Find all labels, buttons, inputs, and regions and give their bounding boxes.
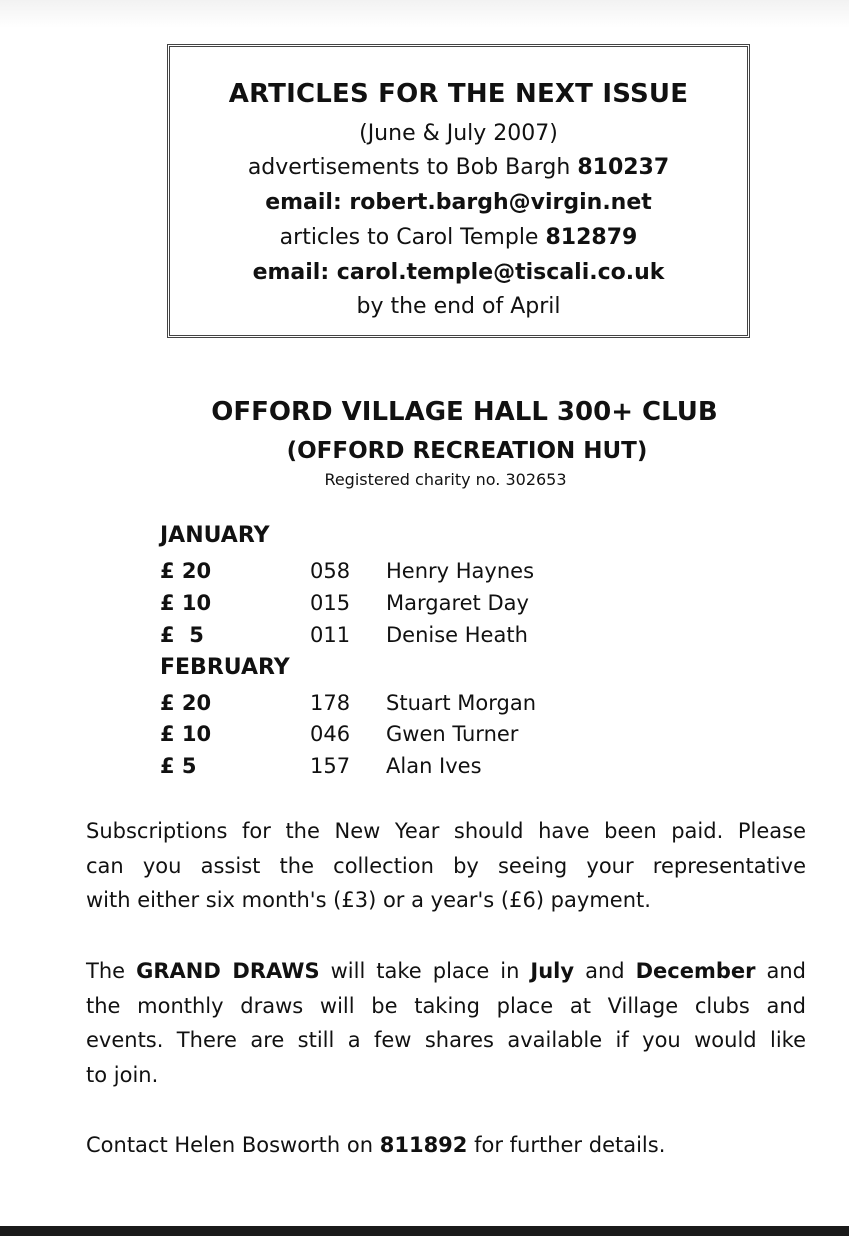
draw-row (0, 620, 849, 650)
scan-shading-top (0, 0, 849, 28)
notice-articles-line (170, 224, 747, 252)
notice-title: ARTICLES FOR THE NEXT ISSUE (228, 79, 689, 109)
draw-row (0, 556, 849, 586)
ticket-number: 015 (310, 591, 351, 615)
draw-row (0, 719, 849, 749)
winner-name: Stuart Morgan (386, 691, 537, 715)
grand-draws-paragraph (86, 954, 806, 1092)
prize-amount: £ 5 (160, 623, 204, 647)
text: for further details. (467, 1133, 666, 1157)
draw-row (0, 588, 849, 618)
ticket-number: 157 (310, 754, 351, 778)
ticket-number: 011 (310, 623, 351, 647)
draw-row (0, 751, 849, 781)
winner-name: Margaret Day (386, 591, 529, 615)
grand-draws-emphasis: GRAND DRAWS (136, 959, 320, 983)
winner-name: Denise Heath (386, 623, 528, 647)
december-emphasis: December (635, 959, 756, 983)
winner-name: Gwen Turner (386, 722, 519, 746)
subscriptions-line: with either six month's (£3) or a year's (£6) payment. (86, 888, 651, 912)
notice-deadline: by the end of April (356, 294, 561, 319)
articles-contact: articles to Carol Temple (279, 225, 539, 250)
ticket-number: 178 (310, 691, 351, 715)
subscriptions-paragraph (86, 814, 806, 918)
text: Contact Helen Bosworth on (86, 1133, 380, 1157)
draw-row (0, 688, 849, 718)
articles-email: email: carol.temple@tiscali.co.uk (252, 260, 665, 285)
grand-draws-line (86, 954, 806, 989)
contact-line (86, 1128, 806, 1163)
prize-amount: £ 10 (160, 591, 212, 615)
subscriptions-line: Subscriptions for the New Year should have been paid. Please (86, 819, 806, 843)
club-title: OFFORD VILLAGE HALL 300+ CLUB (211, 397, 718, 427)
july-emphasis: July (530, 959, 575, 983)
text: and (755, 959, 807, 983)
text: and (574, 959, 636, 983)
grand-draws-line: events. There are still a few shares available if you would like (86, 1028, 806, 1052)
text: The (86, 959, 137, 983)
club-subtitle: (OFFORD RECREATION HUT) (286, 438, 648, 464)
contact-text (86, 1128, 806, 1163)
prize-amount: £ 20 (160, 559, 212, 583)
ticket-number: 046 (310, 722, 351, 746)
notice-ads-line (170, 154, 747, 182)
prize-amount: £ 20 (160, 691, 212, 715)
grand-draws-line: the monthly draws will be taking place at Village clubs and (86, 993, 806, 1018)
text: will take place in (319, 959, 531, 983)
ticket-number: 058 (310, 559, 351, 583)
winner-name: Alan Ives (386, 754, 482, 778)
prize-amount: £ 5 (160, 754, 197, 778)
scan-edge-bottom (0, 1226, 849, 1236)
ads-contact: advertisements to Bob Bargh (247, 155, 571, 180)
month-heading: FEBRUARY (160, 655, 290, 680)
contact-phone: 811892 (379, 1133, 468, 1157)
next-issue-notice (167, 44, 750, 338)
ads-phone: 810237 (577, 155, 670, 180)
ads-email: email: robert.bargh@virgin.net (265, 190, 652, 215)
prize-amount: £ 10 (160, 722, 212, 746)
subscriptions-line: can you assist the collection by seeing your representative (86, 853, 806, 878)
charity-number: Registered charity no. 302653 (324, 470, 567, 489)
month-heading: JANUARY (160, 523, 270, 548)
winner-name: Henry Haynes (386, 559, 535, 583)
grand-draws-line: to join. (86, 1062, 159, 1087)
notice-period: (June & July 2007) (359, 121, 558, 146)
articles-phone: 812879 (545, 225, 638, 250)
